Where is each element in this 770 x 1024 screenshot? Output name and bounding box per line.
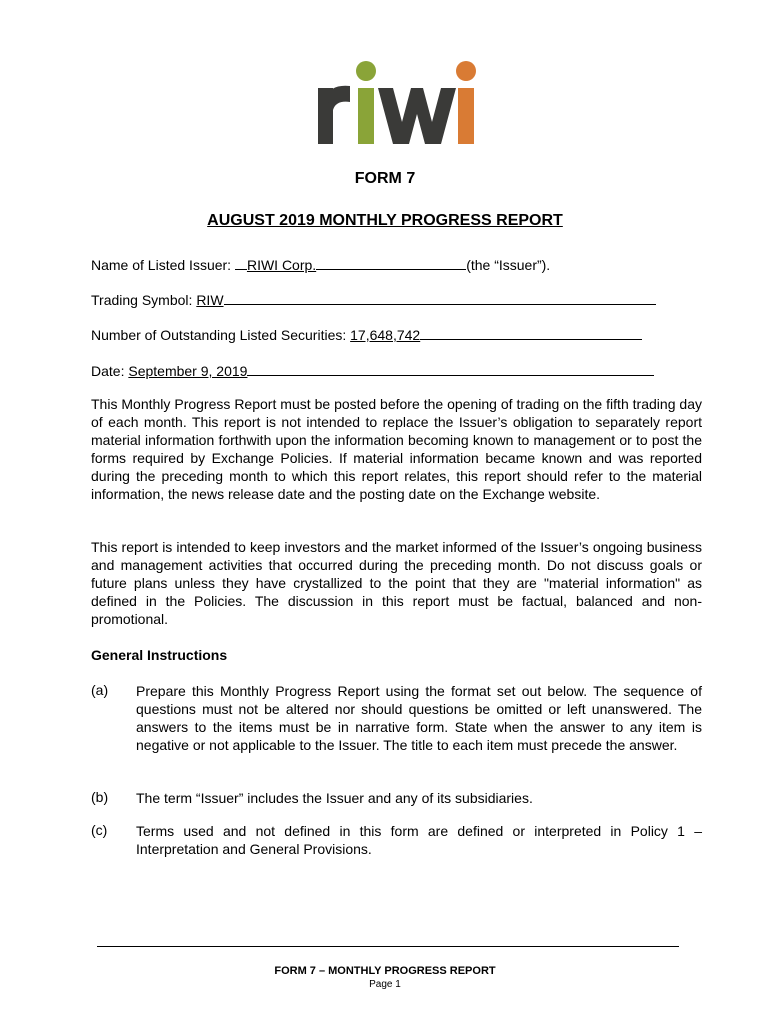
issuer-underline-fill — [316, 255, 466, 270]
issuer-suffix: (the “Issuer”). — [466, 257, 551, 273]
symbol-underline-fill — [224, 290, 656, 305]
posting-paragraph: This Monthly Progress Report must be posted before the opening of trading on the fifth trading day of each month. This report is not intended to replace the Issuer’s obligation to separately report material information forthwith upon the information becoming known to management or to post the forms required by Exchange Policies. If material information became known and was reported during the preceding month to which this report relates, this report should refer to the material information, the news release date and the posting date on the Exchange website. — [91, 396, 702, 502]
purpose-paragraph: This report is intended to keep investors and the market informed of the Issuer’s ongoing business and management activities that occurred during the preceding month. Do not discuss goals or future plans unless they have crystallized to the point that they are "material information" as defined in the Policies. The discussion in this report must be factual, balanced and non-promotional. — [91, 539, 702, 627]
securities-value: 17,648,742 — [350, 327, 421, 343]
securities-line — [91, 325, 671, 343]
instruction-c-text: Terms used and not defined in this form are defined or interpreted in Policy 1 – Interpretation and General Provisions. — [136, 823, 702, 857]
issuer-underline-lead — [235, 255, 247, 270]
date-label: Date: — [91, 363, 125, 379]
form-title: FORM 7 — [354, 170, 416, 187]
issuer-label: Name of Listed Issuer: — [91, 257, 232, 273]
footer-rule — [97, 946, 679, 947]
securities-label: Number of Outstanding Listed Securities: — [91, 327, 347, 343]
securities-underline-fill — [420, 325, 642, 340]
date-value: September 9, 2019 — [128, 363, 248, 379]
instruction-a-text: Prepare this Monthly Progress Report using the format set out below. The sequence of questions must not be altered nor should questions be omitted or left unanswered. The answers to the items must be in narrative form. State when the answer to any item is negative or not applicable to the Issuer. The title to each item must precede the answer. — [136, 683, 702, 753]
general-instructions-heading: General Instructions — [91, 647, 228, 663]
symbol-value: RIW — [196, 292, 224, 308]
symbol-label: Trading Symbol: — [91, 292, 193, 308]
issuer-name-line — [91, 255, 671, 273]
date-line — [91, 361, 671, 379]
page-number: Page 1 — [369, 979, 401, 990]
issuer-value: RIWI Corp. — [246, 257, 317, 273]
date-underline-fill — [247, 361, 654, 376]
instruction-c-label: (c) — [91, 822, 108, 838]
instruction-b-text: The term “Issuer” includes the Issuer and any of its subsidiaries. — [136, 790, 533, 806]
riwi-logo — [316, 58, 478, 146]
report-title: AUGUST 2019 MONTHLY PROGRESS REPORT — [207, 212, 563, 229]
instruction-b-label: (b) — [91, 789, 109, 805]
trading-symbol-line — [91, 290, 671, 308]
instruction-a-label: (a) — [91, 682, 109, 698]
footer-title: FORM 7 – MONTHLY PROGRESS REPORT — [274, 965, 496, 977]
